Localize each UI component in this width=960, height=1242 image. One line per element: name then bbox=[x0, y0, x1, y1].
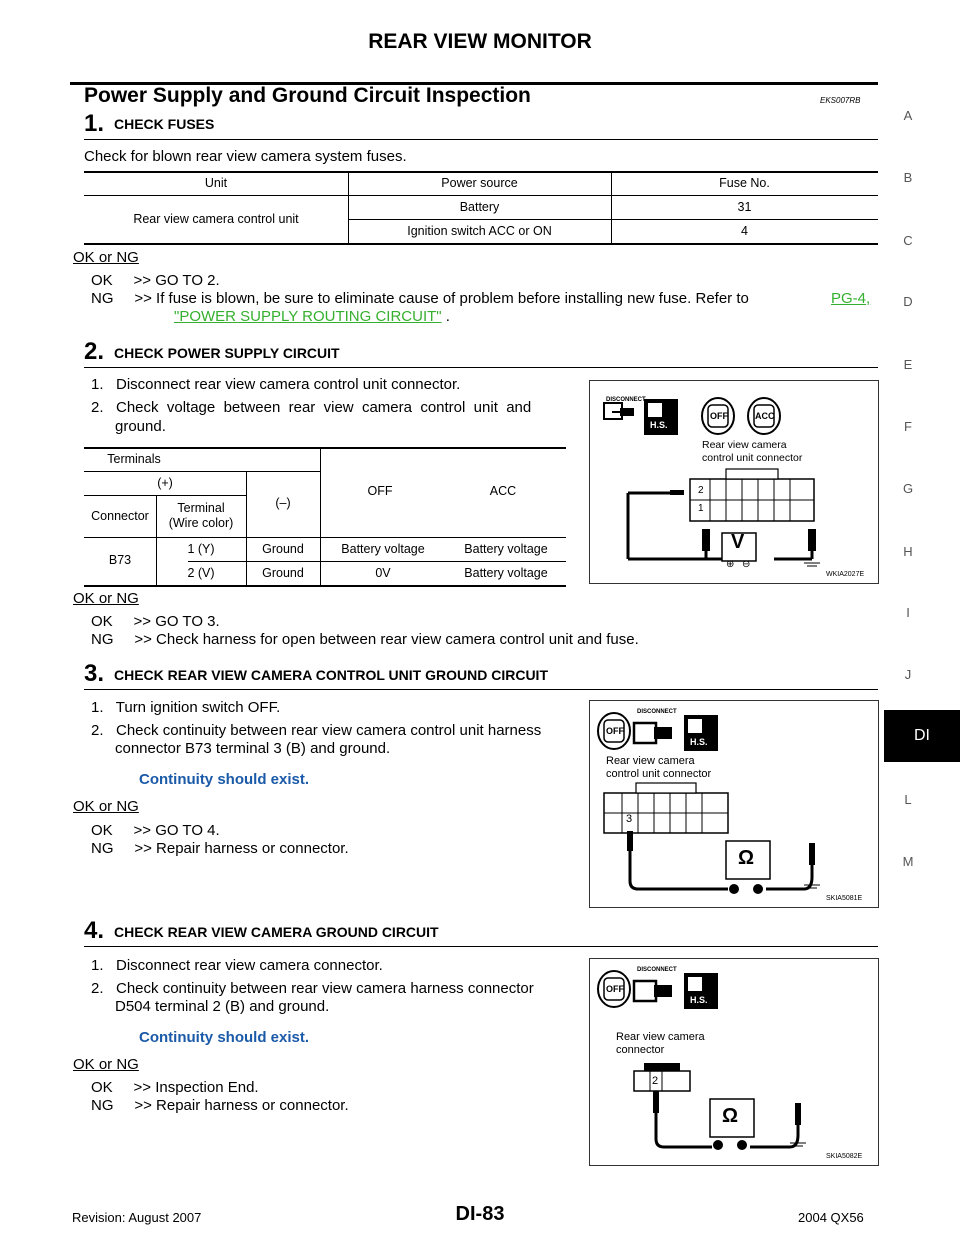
step3-continuity-spec: Continuity should exist. bbox=[139, 771, 310, 788]
side-tab-a[interactable]: A bbox=[903, 108, 913, 123]
step1-link-routing[interactable]: "POWER SUPPLY ROUTING CIRCUIT" bbox=[174, 308, 442, 325]
voltage-table-row2-neg: Ground bbox=[262, 566, 304, 580]
fuse-table bbox=[84, 171, 878, 245]
step4-item1: 1. Disconnect rear view camera connector. bbox=[91, 957, 383, 974]
step2-ng: NG >> Check harness for open between rear view camera control unit and fuse. bbox=[91, 631, 639, 648]
step3-number: 3. bbox=[84, 660, 105, 687]
step2-item2b: ground. bbox=[115, 418, 166, 435]
voltage-table-conn-name: B73 bbox=[108, 553, 132, 567]
fig1-code: WKIA2027E bbox=[826, 571, 865, 578]
fuse-table-unit: Rear view camera control unit bbox=[133, 212, 299, 226]
voltage-table-row2-acc: Battery voltage bbox=[464, 566, 548, 580]
connector-outline bbox=[604, 783, 728, 833]
fig2-hs-label: H.S. bbox=[690, 737, 708, 747]
fig2-meter-ohm: Ω bbox=[738, 847, 755, 869]
footer-revision: Revision: August 2007 bbox=[72, 1210, 202, 1225]
fig1-label1: Rear view camera bbox=[702, 439, 787, 451]
side-tab-c[interactable]: C bbox=[903, 233, 913, 248]
step3-item2a: 2. Check continuity between rear view camera control unit harness bbox=[91, 722, 542, 739]
step3-title: CHECK REAR VIEW CAMERA CONTROL UNIT GROUND CIRCUIT bbox=[114, 667, 548, 683]
step3-ok-ng-title: OK or NG bbox=[73, 798, 139, 815]
step2-ok-ng-title: OK or NG bbox=[73, 590, 139, 607]
fig1-off-label: OFF bbox=[710, 411, 728, 421]
side-tab-di-active[interactable]: DI bbox=[884, 710, 960, 762]
side-tab-h[interactable]: H bbox=[903, 544, 913, 559]
fig1-pin1: 1 bbox=[698, 503, 704, 514]
voltage-table-minus: (–) bbox=[275, 496, 291, 510]
voltage-table-row1-off: Battery voltage bbox=[341, 542, 425, 556]
footer-page-number: DI-83 bbox=[455, 1203, 505, 1225]
side-tab-g[interactable]: G bbox=[902, 481, 914, 496]
fig2-disconnect-label: DISCONNECT bbox=[637, 709, 677, 715]
voltage-table-plus: (+) bbox=[157, 476, 173, 490]
step4-ok: OK >> Inspection End. bbox=[91, 1079, 259, 1096]
fuse-table-row2-source: Ignition switch ACC or ON bbox=[407, 224, 552, 238]
step1-text: Check for blown rear view camera system fuses. bbox=[84, 148, 407, 165]
footer-model: 2004 QX56 bbox=[798, 1210, 864, 1225]
figure-control-unit-ground bbox=[589, 700, 879, 908]
voltage-table bbox=[84, 447, 566, 587]
step4-number: 4. bbox=[84, 917, 105, 944]
step4-item2a: 2. Check continuity between rear view camera harness connector bbox=[91, 980, 534, 997]
fig3-off-label: OFF bbox=[606, 984, 624, 994]
fig2-pin3: 3 bbox=[626, 813, 633, 825]
step3-ng: NG >> Repair harness or connector. bbox=[91, 840, 349, 857]
fuse-table-row2-fuse: 4 bbox=[741, 224, 748, 238]
test-leads bbox=[627, 831, 820, 889]
step2-item2a: 2. Check voltage between rear view camera control unit and bbox=[91, 399, 532, 416]
step1-number: 1. bbox=[84, 110, 105, 137]
step3-ok: OK >> GO TO 4. bbox=[91, 822, 220, 839]
voltage-table-terminal-wire: Terminal (Wire color) bbox=[168, 501, 234, 530]
voltage-table-row1-acc: Battery voltage bbox=[464, 542, 548, 556]
fig2-code: SKIA5081E bbox=[826, 895, 863, 902]
step1-link-line: "POWER SUPPLY ROUTING CIRCUIT" . bbox=[174, 308, 450, 325]
side-tab-l[interactable]: L bbox=[904, 792, 912, 807]
fig1-disconnect-label: DISCONNECT bbox=[606, 397, 646, 403]
side-tab-j[interactable]: J bbox=[904, 667, 912, 682]
fuse-table-header-unit: Unit bbox=[204, 176, 228, 190]
fig1-acc-label: ACC bbox=[755, 411, 775, 421]
connector-outline bbox=[634, 1063, 690, 1091]
step2-number: 2. bbox=[84, 338, 105, 365]
step2-item1: 1. Disconnect rear view camera control unit connector. bbox=[91, 376, 461, 393]
side-tab-d[interactable]: D bbox=[903, 294, 913, 309]
fig3-pin2: 2 bbox=[652, 1075, 659, 1087]
voltage-table-row2-off: 0V bbox=[375, 566, 391, 580]
fig2-off-label: OFF bbox=[606, 726, 624, 736]
side-tab-b[interactable]: B bbox=[903, 170, 913, 185]
fig3-label2: connector bbox=[616, 1044, 665, 1056]
fig3-label1: Rear view camera bbox=[616, 1031, 705, 1043]
disconnect-icon bbox=[634, 981, 672, 1001]
fig1-meter-v: V bbox=[731, 531, 745, 553]
side-tab-m[interactable]: M bbox=[902, 854, 914, 869]
connector-outline bbox=[690, 469, 814, 521]
page-header-title: REAR VIEW MONITOR bbox=[368, 30, 592, 53]
fig3-disconnect-label: DISCONNECT bbox=[637, 967, 677, 973]
fig1-minus: ⊖ bbox=[742, 559, 751, 570]
fuse-table-header-fuse: Fuse No. bbox=[719, 176, 770, 190]
step4-ok-ng-title: OK or NG bbox=[73, 1056, 139, 1073]
step4-ng: NG >> Repair harness or connector. bbox=[91, 1097, 349, 1114]
disconnect-icon bbox=[634, 723, 672, 743]
side-tab-e[interactable]: E bbox=[903, 357, 913, 372]
fuse-table-row1-fuse: 31 bbox=[737, 200, 752, 214]
fig3-hs-label: H.S. bbox=[690, 995, 708, 1005]
section-ref-code: EKS007RB bbox=[820, 96, 861, 105]
step2-title: CHECK POWER SUPPLY CIRCUIT bbox=[114, 345, 340, 361]
disconnect-icon bbox=[604, 403, 634, 419]
section-title: Power Supply and Ground Circuit Inspection bbox=[84, 84, 531, 107]
fig1-label2: control unit connector bbox=[702, 452, 803, 464]
fig1-hs-label: H.S. bbox=[650, 420, 668, 430]
step1-ok-ng-title: OK or NG bbox=[73, 249, 139, 266]
step4-continuity-spec: Continuity should exist. bbox=[139, 1029, 310, 1046]
fig3-meter-ohm: Ω bbox=[722, 1105, 739, 1127]
step3-item1: 1. Turn ignition switch OFF. bbox=[91, 699, 281, 716]
step2-rule bbox=[84, 367, 878, 368]
fuse-table-header-source: Power source bbox=[441, 176, 518, 190]
step3-rule bbox=[84, 689, 878, 690]
fig2-label2: control unit connector bbox=[606, 768, 712, 780]
step1-ok: OK >> GO TO 2. bbox=[91, 272, 220, 289]
voltage-table-connector: Connector bbox=[91, 509, 149, 523]
fig2-label1: Rear view camera bbox=[606, 755, 695, 767]
step1-link-pg4[interactable]: PG-4, bbox=[831, 290, 871, 307]
voltage-table-row1-neg: Ground bbox=[262, 542, 304, 556]
voltage-table-acc: ACC bbox=[489, 484, 517, 498]
voltage-table-off: OFF bbox=[367, 484, 393, 498]
step4-rule bbox=[84, 946, 878, 947]
voltage-table-row2-term: 2 (V) bbox=[187, 566, 215, 580]
figure-camera-ground bbox=[589, 958, 879, 1166]
fig1-plus: ⊕ bbox=[726, 559, 735, 570]
fuse-table-row1-source: Battery bbox=[459, 200, 500, 214]
step4-title: CHECK REAR VIEW CAMERA GROUND CIRCUIT bbox=[114, 924, 439, 940]
side-tab-f[interactable]: F bbox=[904, 419, 912, 434]
side-tab-i[interactable]: I bbox=[906, 605, 910, 620]
step2-ok: OK >> GO TO 3. bbox=[91, 613, 220, 630]
fig1-pin2: 2 bbox=[698, 485, 704, 496]
step1-rule bbox=[84, 139, 878, 140]
step1-ng: NG >> If fuse is blown, be sure to eliminate cause of problem before installing new fuse. Refer to bbox=[91, 290, 749, 307]
fig3-code: SKIA5082E bbox=[826, 1153, 863, 1160]
step1-title: CHECK FUSES bbox=[114, 116, 215, 132]
figure-voltage-check bbox=[589, 380, 879, 584]
voltage-table-terminals: Terminals bbox=[107, 452, 161, 466]
step3-item2b: connector B73 terminal 3 (B) and ground. bbox=[115, 740, 391, 757]
voltage-table-row1-term: 1 (Y) bbox=[187, 542, 215, 556]
step4-item2b: D504 terminal 2 (B) and ground. bbox=[115, 998, 330, 1015]
